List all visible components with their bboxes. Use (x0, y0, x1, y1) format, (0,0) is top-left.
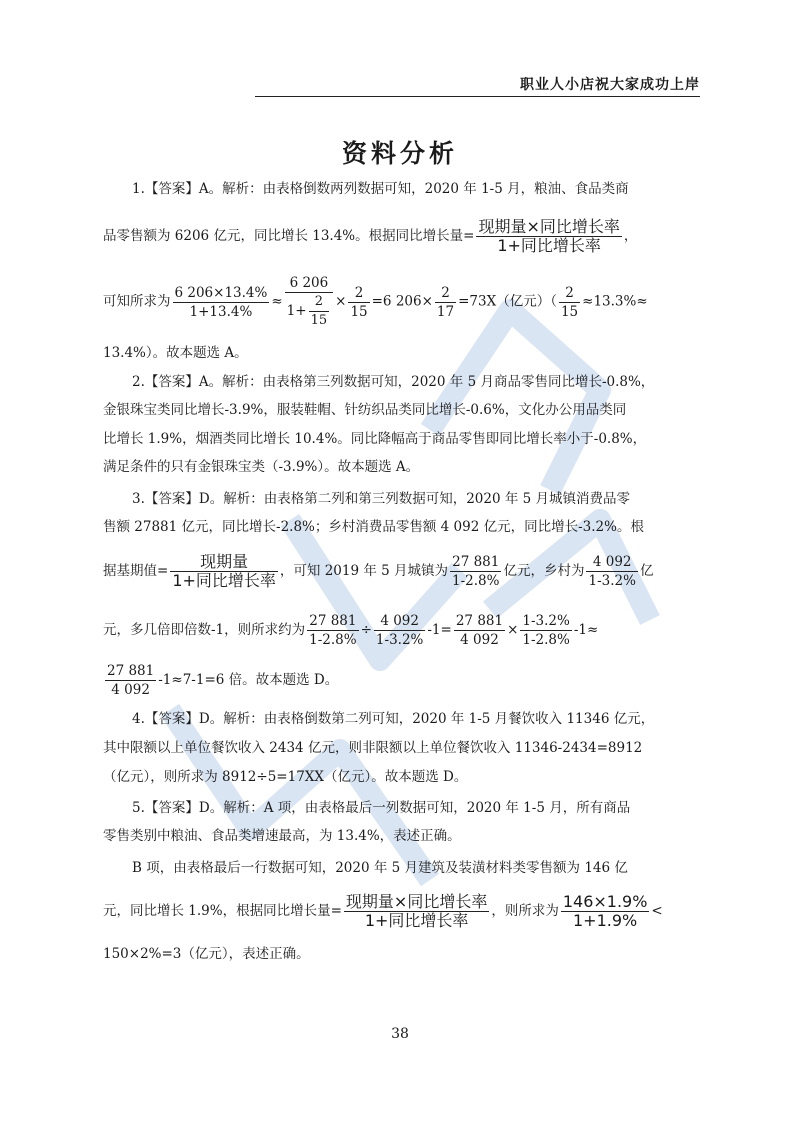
q1-fraction-den: 15 (560, 303, 579, 320)
q1-text: 可知所求为 (103, 293, 171, 310)
q5-fraction-num: 146×1.9% (562, 892, 648, 911)
q3-formula-num: 现期量 (170, 553, 278, 572)
q3-fraction-num: 27 881 (450, 553, 501, 572)
q3-times: × (507, 622, 519, 638)
q3-fraction-den: 1-3.2% (375, 632, 424, 648)
q1-text: ， (623, 228, 638, 244)
q5-formula-num: 现期量×同比增长率 (345, 892, 488, 911)
q1-text: =6 206× (371, 293, 433, 310)
q3-text: 元，多几倍即倍数-1，则所求约为 (103, 622, 306, 638)
q3-fraction-den: 1-2.8% (309, 632, 357, 648)
q1-fraction-num: 2 (559, 284, 580, 303)
q3-fraction (105, 662, 156, 699)
q5-line-3: B 项，由表格最后一行数据可知，2020 年 5 月建筑及装潢材料类零售额为 146 亿 (132, 860, 628, 876)
q1-nested-fraction: $\frac{2}{15}$ (310, 294, 328, 328)
q3-fraction-num: 4 092 (586, 553, 637, 572)
q3-text: -1= (427, 622, 452, 638)
q3-line-5 (103, 662, 338, 699)
q5-text: ，则所求为 (491, 903, 559, 919)
q3-fraction (374, 612, 425, 649)
q3-fraction-num: 27 881 (455, 613, 504, 629)
q1-fraction-num: 2 (435, 284, 456, 303)
q5-fraction-den: 1+1.9% (573, 911, 638, 930)
q2-line-4: 满足条件的只有金银珠宝类（-3.9%）。故本题选 A。 (103, 459, 420, 475)
q3-line-3 (103, 553, 653, 590)
q1-text: ≈13.3%≈ (582, 293, 648, 310)
q1-text: =73X（亿元）（ (458, 293, 557, 310)
q5-formula-den: 1+同比增长率 (364, 911, 469, 930)
q1-line-4: 13.4%）。故本题选 A。 (103, 345, 248, 361)
q1-fraction (559, 284, 580, 321)
q2-line-2: 金银珠宝类同比增长-3.9%，服装鞋帽、针纺织品类同比增长-0.6%，文化办公用品类同 (103, 402, 627, 418)
q3-fraction-den: 1-3.2% (588, 573, 636, 589)
q5-formula-growth (344, 893, 489, 930)
q5-line-2: 零售类别中粮油、食品类增速最高，为 13.4%，表述正确。 (103, 828, 461, 844)
q3-fraction-num: 4 092 (374, 612, 425, 631)
q5-text: < (651, 903, 663, 919)
q1-formula-num: 现期量×同比增长率 (478, 217, 620, 236)
q3-line-2: 售额 27881 亿元，同比增长-2.8%；乡村消费品零售额 4 092 亿元，同比增长-3.2%。根 (103, 519, 644, 535)
q4-line-2: 其中限额以上单位餐饮收入 2434 亿元，则非限额以上单位餐饮收入 11346-2434=8912 (103, 740, 643, 756)
q3-fraction-den: 4 092 (111, 682, 150, 698)
q2-line-1: 2.【答案】A。解析：由表格第三列数据可知，2020 年 5 月商品零售同比增长-0.8%， (132, 374, 655, 390)
q1-formula-growth (476, 218, 621, 255)
q4-line-3: （亿元），则所求为 8912÷5=17XX（亿元）。故本题选 D。 (103, 769, 468, 785)
q5-text: 元，同比增长 1.9%，根据同比增长量= (103, 903, 342, 919)
q3-text: ，可知 2019 年 5 月城镇为 (279, 563, 449, 579)
q1-fraction (285, 274, 333, 330)
q1-text: 品零售额为 6206 亿元，同比增长 13.4%。根据同比增长量= (103, 228, 475, 244)
q3-text: 亿元，乡村为 (503, 563, 585, 579)
q1-fraction (435, 284, 456, 321)
q3-fraction (450, 553, 501, 590)
q2-line-3: 比增长 1.9%，烟酒类同比增长 10.4%。同比降幅高于商品零售即同比增长率小于-0.8%， (103, 431, 647, 447)
q3-line-4 (103, 612, 598, 649)
q3-text: -1≈ (573, 622, 599, 638)
q3-text: -1≈7-1=6 倍。故本题选 D。 (158, 672, 339, 688)
page-header-brand: 职业人小店祝大家成功上岸 (520, 77, 700, 93)
q5-line-5: 150×2%=3（亿元），表述正确。 (103, 946, 310, 962)
q3-fraction-den: 1-2.8% (522, 632, 570, 648)
q3-fraction (307, 612, 358, 649)
q5-line-4 (103, 893, 663, 930)
q1-approx: ≈ (271, 293, 283, 310)
q3-fraction-num: 27 881 (307, 612, 358, 631)
q1-line-1: 1.【答案】A。解析：由表格倒数两列数据可知，2020 年 1-5 月，粮油、食品类商 (132, 181, 629, 197)
q1-fraction-den: 17 (436, 303, 455, 320)
q1-fraction-den: 15 (350, 303, 368, 320)
q3-line-1: 3.【答案】D。解析：由表格第二列和第三列数据可知，2020 年 5 月城镇消费品零 (132, 491, 631, 507)
q3-formula-base (170, 553, 278, 590)
header-rule (255, 96, 700, 97)
q1-line-3 (103, 274, 648, 330)
q3-text: 亿 (639, 563, 654, 579)
q3-fraction-den: 1-2.8% (452, 573, 500, 589)
q3-text: 据基期值= (103, 563, 169, 579)
q1-fraction (173, 284, 270, 321)
q5-fraction (561, 893, 650, 930)
q3-div: ÷ (360, 622, 372, 638)
q3-fraction (520, 612, 571, 649)
q1-fraction-num: 2 (348, 284, 369, 303)
q3-fraction (586, 553, 637, 590)
q1-fraction-num: 6 206 (285, 274, 333, 293)
q3-fraction (454, 612, 505, 649)
q1-times: × (335, 293, 347, 310)
q1-fraction-num: 6 206×13.4% (174, 284, 268, 301)
q1-formula-den: 1+同比增长率 (497, 236, 601, 255)
q1-fraction (348, 284, 369, 321)
q3-fraction-num: 1-3.2% (522, 613, 570, 629)
q5-line-1: 5.【答案】D。解析：A 项，由表格最后一列数据可知，2020 年 1-5 月，所有商品 (132, 800, 631, 816)
page-title: 资料分析 (341, 139, 458, 168)
q1-fraction-den: 1+13.4% (189, 303, 253, 320)
q1-fraction-den: 1+ $\frac{2}{15}$ (286, 294, 328, 328)
page-number: 38 (391, 1026, 409, 1042)
q3-fraction-num: 27 881 (107, 663, 155, 679)
q4-line-1: 4.【答案】D。解析：由表格倒数第二列可知，2020 年 1-5 月餐饮收入 11346 亿元， (132, 711, 655, 727)
q3-formula-den: 1+同比增长率 (172, 571, 276, 590)
q3-fraction-den: 4 092 (460, 632, 499, 648)
q1-line-2 (103, 218, 637, 255)
